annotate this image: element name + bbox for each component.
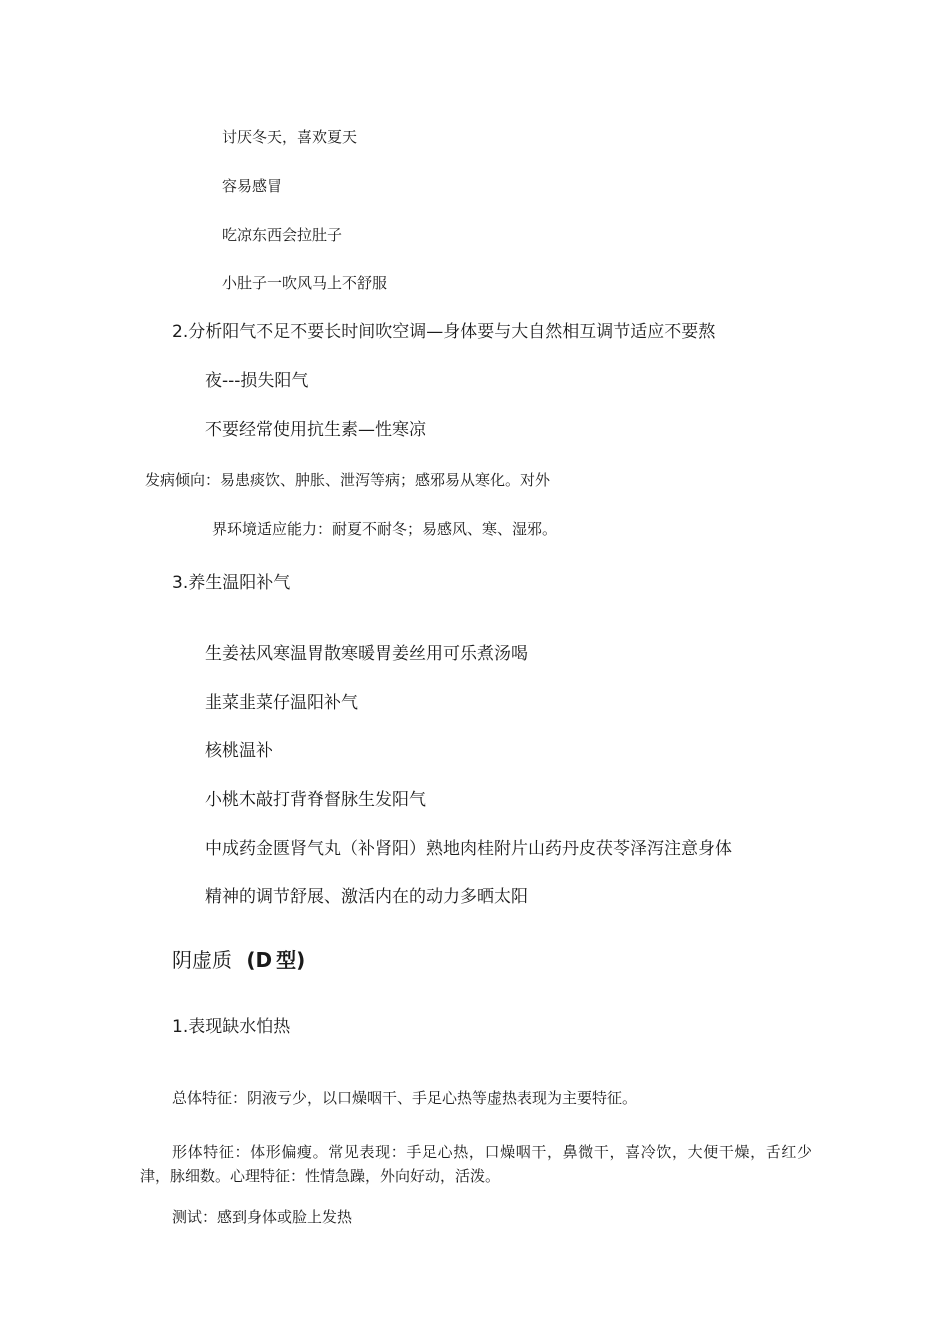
overall-feature: 总体特征：阴液亏少，以口燥咽干、手足心热等虚热表现为主要特征。 — [172, 1089, 638, 1107]
section-title — [172, 948, 305, 972]
care-item: 韭菜韭菜仔温阳补气 — [205, 693, 358, 713]
yin-sub-heading: 1.表现缺水怕热 — [172, 1017, 291, 1037]
test-line: 测试：感到身体或脸上发热 — [172, 1208, 353, 1226]
body-feature-paragraph: 形体特征：体形偏瘦。常见表现：手足心热，口燥咽干，鼻微干，喜冷饮，大便干燥，舌红少津，脉细数。心理特征：性情急躁，外向好动，活泼。 — [140, 1143, 812, 1185]
care-item: 核桃温补 — [205, 741, 273, 761]
symptom-line: 吃凉东西会拉肚子 — [222, 226, 343, 244]
section-title-code: (D — [246, 948, 273, 972]
care-item: 精神的调节舒展、激活内在的动力多晒太阳 — [205, 887, 528, 907]
section-title-suffix: 型) — [276, 948, 306, 972]
care-item: 生姜祛风寒温胃散寒暖胃姜丝用可乐煮汤喝 — [205, 644, 528, 664]
section-title-text: 阴虚质 — [172, 948, 232, 972]
analysis-line: 夜---损失阳气 — [205, 371, 309, 391]
analysis-line: 不要经常使用抗生素—性寒凉 — [205, 420, 426, 440]
symptom-line: 小肚子一吹风马上不舒服 — [222, 274, 388, 292]
care-item: 小桃木敲打背脊督脉生发阳气 — [205, 790, 426, 810]
symptom-line: 讨厌冬天，喜欢夏天 — [222, 128, 358, 146]
symptom-line: 容易感冒 — [222, 177, 283, 195]
analysis-heading: 2.分析阳气不足不要长时间吹空调—身体要与大自然相互调节适应不要熬 — [172, 322, 716, 342]
care-heading: 3.养生温阳补气 — [172, 573, 291, 593]
tendency-line: 发病倾向：易患痰饮、肿胀、泄泻等病；感邪易从寒化。对外 — [145, 471, 551, 489]
care-item: 中成药金匮肾气丸（补肾阳）熟地肉桂附片山药丹皮茯苓泽泻注意身体 — [205, 839, 732, 859]
tendency-line: 界环境适应能力：耐夏不耐冬；易感风、寒、湿邪。 — [212, 520, 558, 538]
